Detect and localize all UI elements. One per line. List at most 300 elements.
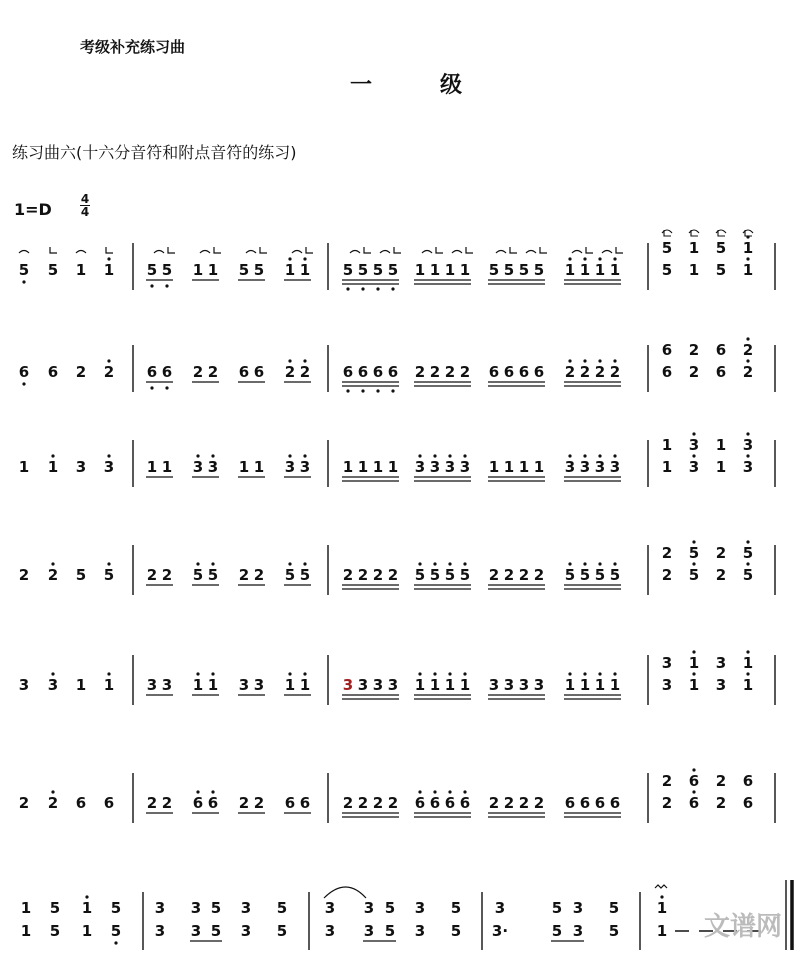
eighth-note: 5 <box>161 261 173 279</box>
octave-dot <box>418 562 421 565</box>
chord-top-note: 3 <box>715 654 727 672</box>
chord-bottom-note: 3 <box>742 458 754 476</box>
eighth-note: 6 <box>238 363 250 381</box>
chord-bottom-note: 5 <box>715 261 727 279</box>
key-signature: 1=D <box>14 200 52 219</box>
upper-voice-note: 5 <box>384 899 396 917</box>
octave-dot <box>692 790 695 793</box>
sixteenth-note: 2 <box>387 794 399 812</box>
sixteenth-note: 3 <box>444 458 456 476</box>
chord-top-note: 2 <box>661 772 673 790</box>
octave-dot <box>433 672 436 675</box>
chord-top-note: 6 <box>715 341 727 359</box>
quarter-note: 2 <box>75 363 87 381</box>
sixteenth-note: 2 <box>518 566 530 584</box>
eighth-note: 1 <box>284 676 296 694</box>
octave-dot <box>51 562 54 565</box>
sixteenth-note: 1 <box>459 261 471 279</box>
octave-dot <box>463 454 466 457</box>
chord-bottom-note: 2 <box>661 794 673 812</box>
quarter-note: 3 <box>18 676 30 694</box>
octave-dot <box>598 257 601 260</box>
octave-dot <box>107 672 110 675</box>
octave-dot <box>692 540 695 543</box>
lower-voice-note: 3 <box>324 922 336 940</box>
sixteenth-note: 5 <box>429 566 441 584</box>
eighth-note: 2 <box>146 794 158 812</box>
lower-voice-note: 5 <box>210 922 222 940</box>
chord-bottom-note: 5 <box>742 566 754 584</box>
octave-dot <box>598 359 601 362</box>
octave-dot <box>613 672 616 675</box>
sixteenth-note: 5 <box>609 566 621 584</box>
sixteenth-note: 2 <box>429 363 441 381</box>
upper-voice-note: 1 <box>656 899 668 917</box>
sixteenth-note: 6 <box>503 363 515 381</box>
upper-voice-note: 3 <box>154 899 166 917</box>
chord-bottom-note: 1 <box>688 261 700 279</box>
sixteenth-note: 6 <box>372 363 384 381</box>
octave-dot <box>196 790 199 793</box>
lower-voice-note: 5 <box>608 922 620 940</box>
eighth-note: 3 <box>238 676 250 694</box>
upper-voice-note: 5 <box>450 899 462 917</box>
sixteenth-note: 2 <box>444 363 456 381</box>
octave-dot <box>583 672 586 675</box>
quarter-note: 1 <box>75 261 87 279</box>
level-title: 一级 <box>350 73 531 98</box>
octave-dot <box>598 562 601 565</box>
sixteenth-note: 3 <box>564 458 576 476</box>
sixteenth-note: 1 <box>518 458 530 476</box>
quarter-note: 5 <box>75 566 87 584</box>
eighth-note: 5 <box>284 566 296 584</box>
octave-dot <box>583 562 586 565</box>
upper-voice-note: 5 <box>608 899 620 917</box>
lower-voice-note: 5 <box>551 922 563 940</box>
eighth-note: 1 <box>253 458 265 476</box>
chord-bottom-note: 1 <box>742 261 754 279</box>
quarter-note: 2 <box>47 566 59 584</box>
eighth-note: 3 <box>284 458 296 476</box>
chord-bottom-note: 6 <box>661 363 673 381</box>
octave-dot <box>568 359 571 362</box>
lower-voice-note: 1 <box>81 922 93 940</box>
sixteenth-note: 1 <box>372 458 384 476</box>
sixteenth-note: 2 <box>503 794 515 812</box>
upper-voice-note: 3 <box>190 899 202 917</box>
eighth-note: 1 <box>146 458 158 476</box>
bow-mark <box>106 247 113 253</box>
sixteenth-note: 3 <box>533 676 545 694</box>
quarter-note: 3 <box>47 676 59 694</box>
sixteenth-note: 3 <box>518 676 530 694</box>
eighth-note: 1 <box>207 261 219 279</box>
upper-voice-note: 3 <box>324 899 336 917</box>
sixteenth-note: 5 <box>414 566 426 584</box>
eighth-note: 1 <box>299 676 311 694</box>
octave-dot <box>288 454 291 457</box>
sixteenth-note: 6 <box>342 363 354 381</box>
lower-voice-note: 3 <box>414 922 426 940</box>
sixteenth-note: 5 <box>564 566 576 584</box>
octave-dot <box>418 672 421 675</box>
sixteenth-note: 1 <box>357 458 369 476</box>
sixteenth-note: 6 <box>459 794 471 812</box>
eighth-note: 2 <box>299 363 311 381</box>
bow-mark <box>260 247 267 253</box>
octave-dot <box>583 454 586 457</box>
quarter-note: 1 <box>18 458 30 476</box>
sixteenth-note: 2 <box>342 794 354 812</box>
sixteenth-note: 2 <box>518 794 530 812</box>
sixteenth-note: 5 <box>387 261 399 279</box>
eighth-note: 3 <box>253 676 265 694</box>
sixteenth-note: 6 <box>357 363 369 381</box>
chord-top-note: 1 <box>742 654 754 672</box>
octave-dot <box>746 562 749 565</box>
sixteenth-note: 1 <box>488 458 500 476</box>
octave-dot <box>196 454 199 457</box>
chord-top-note: 6 <box>661 341 673 359</box>
sixteenth-note: 2 <box>372 566 384 584</box>
eighth-note: 1 <box>192 676 204 694</box>
sixteenth-note: 1 <box>579 676 591 694</box>
octave-dot <box>746 540 749 543</box>
trill-mark <box>655 885 667 888</box>
slur-mark <box>200 251 210 254</box>
sixteenth-note: 1 <box>564 261 576 279</box>
chord-top-note: 3 <box>742 436 754 454</box>
eighth-note: 3 <box>161 676 173 694</box>
octave-dot <box>746 432 749 435</box>
quarter-note: 2 <box>47 794 59 812</box>
lower-voice-note: 5 <box>49 922 61 940</box>
sixteenth-note: 3 <box>342 676 354 694</box>
chord-bottom-note: 3 <box>715 676 727 694</box>
octave-dot <box>692 454 695 457</box>
sixteenth-note: 1 <box>503 458 515 476</box>
sixteenth-note: 2 <box>564 363 576 381</box>
lower-voice-note: 3 <box>240 922 252 940</box>
slur-mark <box>246 251 256 254</box>
sixteenth-note: 3 <box>357 676 369 694</box>
quarter-note: 5 <box>103 566 115 584</box>
bow-mark <box>540 247 547 253</box>
sixteenth-note: 5 <box>533 261 545 279</box>
octave-dot <box>568 672 571 675</box>
octave-dot <box>51 672 54 675</box>
octave-dot <box>418 790 421 793</box>
octave-dot <box>165 386 168 389</box>
chord-top-note: 2 <box>742 341 754 359</box>
chord-top-note: 5 <box>742 544 754 562</box>
quarter-note: 6 <box>47 363 59 381</box>
sixteenth-note: 2 <box>533 794 545 812</box>
lower-voice-note: 1 <box>20 922 32 940</box>
chord-bottom-note: 2 <box>661 566 673 584</box>
sixteenth-note: 5 <box>372 261 384 279</box>
slur-mark <box>292 251 302 254</box>
sixteenth-note: 6 <box>533 363 545 381</box>
sixteenth-note: 1 <box>564 676 576 694</box>
sixteenth-note: 3 <box>579 458 591 476</box>
chord-mark <box>743 230 753 236</box>
sixteenth-note: 6 <box>609 794 621 812</box>
octave-dot <box>746 337 749 340</box>
chord-top-note: 1 <box>742 239 754 257</box>
quarter-note: 3 <box>103 458 115 476</box>
lower-voice-note: 3 <box>572 922 584 940</box>
slur-mark <box>19 251 29 254</box>
lower-voice-note: 3 <box>190 922 202 940</box>
eighth-note: 1 <box>207 676 219 694</box>
lower-voice-note: 5 <box>384 922 396 940</box>
octave-dot <box>303 562 306 565</box>
lower-voice-note: 1 <box>656 922 668 940</box>
sixteenth-note: 6 <box>488 363 500 381</box>
sixteenth-note: 6 <box>564 794 576 812</box>
octave-dot <box>583 257 586 260</box>
bow-mark <box>436 247 443 253</box>
sixteenth-note: 2 <box>387 566 399 584</box>
sixteenth-note: 1 <box>414 676 426 694</box>
chord-top-note: 1 <box>688 654 700 672</box>
upper-voice-note: 3 <box>240 899 252 917</box>
octave-dot <box>448 454 451 457</box>
tie-mark <box>324 887 366 898</box>
octave-dot <box>211 562 214 565</box>
sixteenth-note: 2 <box>579 363 591 381</box>
lower-voice-note: 3· <box>491 922 509 940</box>
octave-dot <box>463 790 466 793</box>
eighth-note: 1 <box>299 261 311 279</box>
bow-mark <box>586 247 593 253</box>
octave-dot <box>568 257 571 260</box>
octave-dot <box>448 562 451 565</box>
sixteenth-note: 3 <box>429 458 441 476</box>
octave-dot <box>85 895 88 898</box>
sixteenth-note: 1 <box>594 676 606 694</box>
eighth-note: 3 <box>146 676 158 694</box>
chord-bottom-note: 6 <box>688 794 700 812</box>
quarter-note: 6 <box>103 794 115 812</box>
upper-voice-note: 5 <box>110 899 122 917</box>
chord-top-note: 6 <box>742 772 754 790</box>
chord-top-note: 5 <box>688 544 700 562</box>
sixteenth-note: 5 <box>503 261 515 279</box>
sixteenth-note: 5 <box>459 566 471 584</box>
lower-voice-note: 5 <box>110 922 122 940</box>
chord-bottom-note: 6 <box>742 794 754 812</box>
bow-mark <box>616 247 623 253</box>
eighth-note: 5 <box>192 566 204 584</box>
sixteenth-note: 6 <box>579 794 591 812</box>
octave-dot <box>433 454 436 457</box>
eighth-note: 2 <box>238 566 250 584</box>
upper-voice-note: 1 <box>81 899 93 917</box>
octave-dot <box>598 454 601 457</box>
upper-voice-note: 3 <box>414 899 426 917</box>
sixteenth-note: 2 <box>372 794 384 812</box>
chord-top-note: 2 <box>661 544 673 562</box>
eighth-note: 6 <box>299 794 311 812</box>
eighth-note: 1 <box>238 458 250 476</box>
quarter-note: 2 <box>18 566 30 584</box>
octave-dot <box>418 454 421 457</box>
quarter-note: 6 <box>75 794 87 812</box>
bow-mark <box>510 247 517 253</box>
lower-voice-note: 5 <box>276 922 288 940</box>
eighth-note: 5 <box>253 261 265 279</box>
octave-dot <box>613 562 616 565</box>
eighth-note: 2 <box>253 794 265 812</box>
eighth-note: 1 <box>284 261 296 279</box>
octave-dot <box>303 359 306 362</box>
eighth-note: 2 <box>207 363 219 381</box>
quarter-note: 1 <box>103 676 115 694</box>
octave-dot <box>288 359 291 362</box>
slur-mark <box>350 251 360 254</box>
octave-dot <box>391 389 394 392</box>
lower-voice-note: 5 <box>450 922 462 940</box>
octave-dot <box>692 768 695 771</box>
octave-dot <box>346 287 349 290</box>
sixteenth-note: 5 <box>444 566 456 584</box>
chord-bottom-note: 2 <box>715 566 727 584</box>
octave-dot <box>433 562 436 565</box>
sixteenth-note: 3 <box>372 676 384 694</box>
octave-dot <box>107 562 110 565</box>
slur-mark <box>572 251 582 254</box>
eighth-note: 6 <box>192 794 204 812</box>
sixteenth-note: 2 <box>533 566 545 584</box>
sixteenth-note: 1 <box>429 676 441 694</box>
chord-top-note: 5 <box>661 239 673 257</box>
lower-voice-note: 3 <box>363 922 375 940</box>
octave-dot <box>463 562 466 565</box>
quarter-note: 6 <box>18 363 30 381</box>
sixteenth-note: 6 <box>444 794 456 812</box>
octave-dot <box>433 790 436 793</box>
chord-mark <box>689 230 699 236</box>
slur-mark <box>526 251 536 254</box>
octave-dot <box>613 257 616 260</box>
octave-dot <box>391 287 394 290</box>
octave-dot <box>598 672 601 675</box>
octave-dot <box>150 284 153 287</box>
sixteenth-note: 3 <box>414 458 426 476</box>
octave-dot <box>448 672 451 675</box>
bow-mark <box>364 247 371 253</box>
watermark: 文谱网 <box>703 912 782 942</box>
octave-dot <box>692 672 695 675</box>
page-header: 考级补充练习曲 <box>80 38 186 56</box>
sixteenth-note: 1 <box>342 458 354 476</box>
chord-bottom-note: 2 <box>742 363 754 381</box>
sixteenth-note: 2 <box>357 794 369 812</box>
octave-dot <box>361 389 364 392</box>
octave-dot <box>746 650 749 653</box>
sixteenth-note: 2 <box>459 363 471 381</box>
octave-dot <box>746 257 749 260</box>
slur-mark <box>76 251 86 254</box>
octave-dot <box>288 562 291 565</box>
bow-mark <box>214 247 221 253</box>
sixteenth-note: 1 <box>594 261 606 279</box>
octave-dot <box>568 454 571 457</box>
eighth-note: 3 <box>192 458 204 476</box>
quarter-note: 1 <box>75 676 87 694</box>
bow-mark <box>50 247 57 253</box>
octave-dot <box>107 454 110 457</box>
octave-dot <box>613 359 616 362</box>
slur-mark <box>496 251 506 254</box>
bow-mark <box>306 247 313 253</box>
sixteenth-note: 2 <box>414 363 426 381</box>
sixteenth-note: 1 <box>609 676 621 694</box>
sixteenth-note: 1 <box>609 261 621 279</box>
sixteenth-note: 5 <box>357 261 369 279</box>
sixteenth-note: 2 <box>503 566 515 584</box>
quarter-note: 1 <box>103 261 115 279</box>
sixteenth-note: 1 <box>533 458 545 476</box>
eighth-note: 3 <box>207 458 219 476</box>
eighth-note: 2 <box>146 566 158 584</box>
slur-mark <box>602 251 612 254</box>
sixteenth-note: 2 <box>342 566 354 584</box>
sixteenth-note: 1 <box>429 261 441 279</box>
eighth-note: 1 <box>192 261 204 279</box>
octave-dot <box>150 386 153 389</box>
octave-dot <box>107 359 110 362</box>
chord-bottom-note: 2 <box>715 794 727 812</box>
sixteenth-note: 3 <box>609 458 621 476</box>
sixteenth-note: 3 <box>488 676 500 694</box>
octave-dot <box>211 672 214 675</box>
octave-dot <box>303 454 306 457</box>
chord-top-note: 1 <box>661 436 673 454</box>
upper-voice-note: 5 <box>210 899 222 917</box>
chord-top-note: 2 <box>715 544 727 562</box>
sixteenth-note: 6 <box>594 794 606 812</box>
eighth-note: 6 <box>207 794 219 812</box>
sixteenth-note: 5 <box>488 261 500 279</box>
chord-bottom-note: 3 <box>661 676 673 694</box>
sixteenth-note: 1 <box>414 261 426 279</box>
eighth-note: 2 <box>284 363 296 381</box>
chord-top-note: 1 <box>688 239 700 257</box>
eighth-note: 5 <box>238 261 250 279</box>
octave-dot <box>288 257 291 260</box>
eighth-note: 5 <box>146 261 158 279</box>
eighth-note: 2 <box>192 363 204 381</box>
octave-dot <box>211 790 214 793</box>
bow-mark <box>466 247 473 253</box>
slur-mark <box>154 251 164 254</box>
chord-bottom-note: 1 <box>688 676 700 694</box>
sixteenth-note: 6 <box>518 363 530 381</box>
sixteenth-note: 2 <box>357 566 369 584</box>
octave-dot <box>660 895 663 898</box>
upper-voice-note: 3 <box>363 899 375 917</box>
octave-dot <box>692 432 695 435</box>
sixteenth-note: 2 <box>594 363 606 381</box>
upper-voice-note: 3 <box>494 899 506 917</box>
sixteenth-note: 5 <box>594 566 606 584</box>
chord-mark <box>716 230 726 236</box>
lower-voice-note: 3 <box>154 922 166 940</box>
